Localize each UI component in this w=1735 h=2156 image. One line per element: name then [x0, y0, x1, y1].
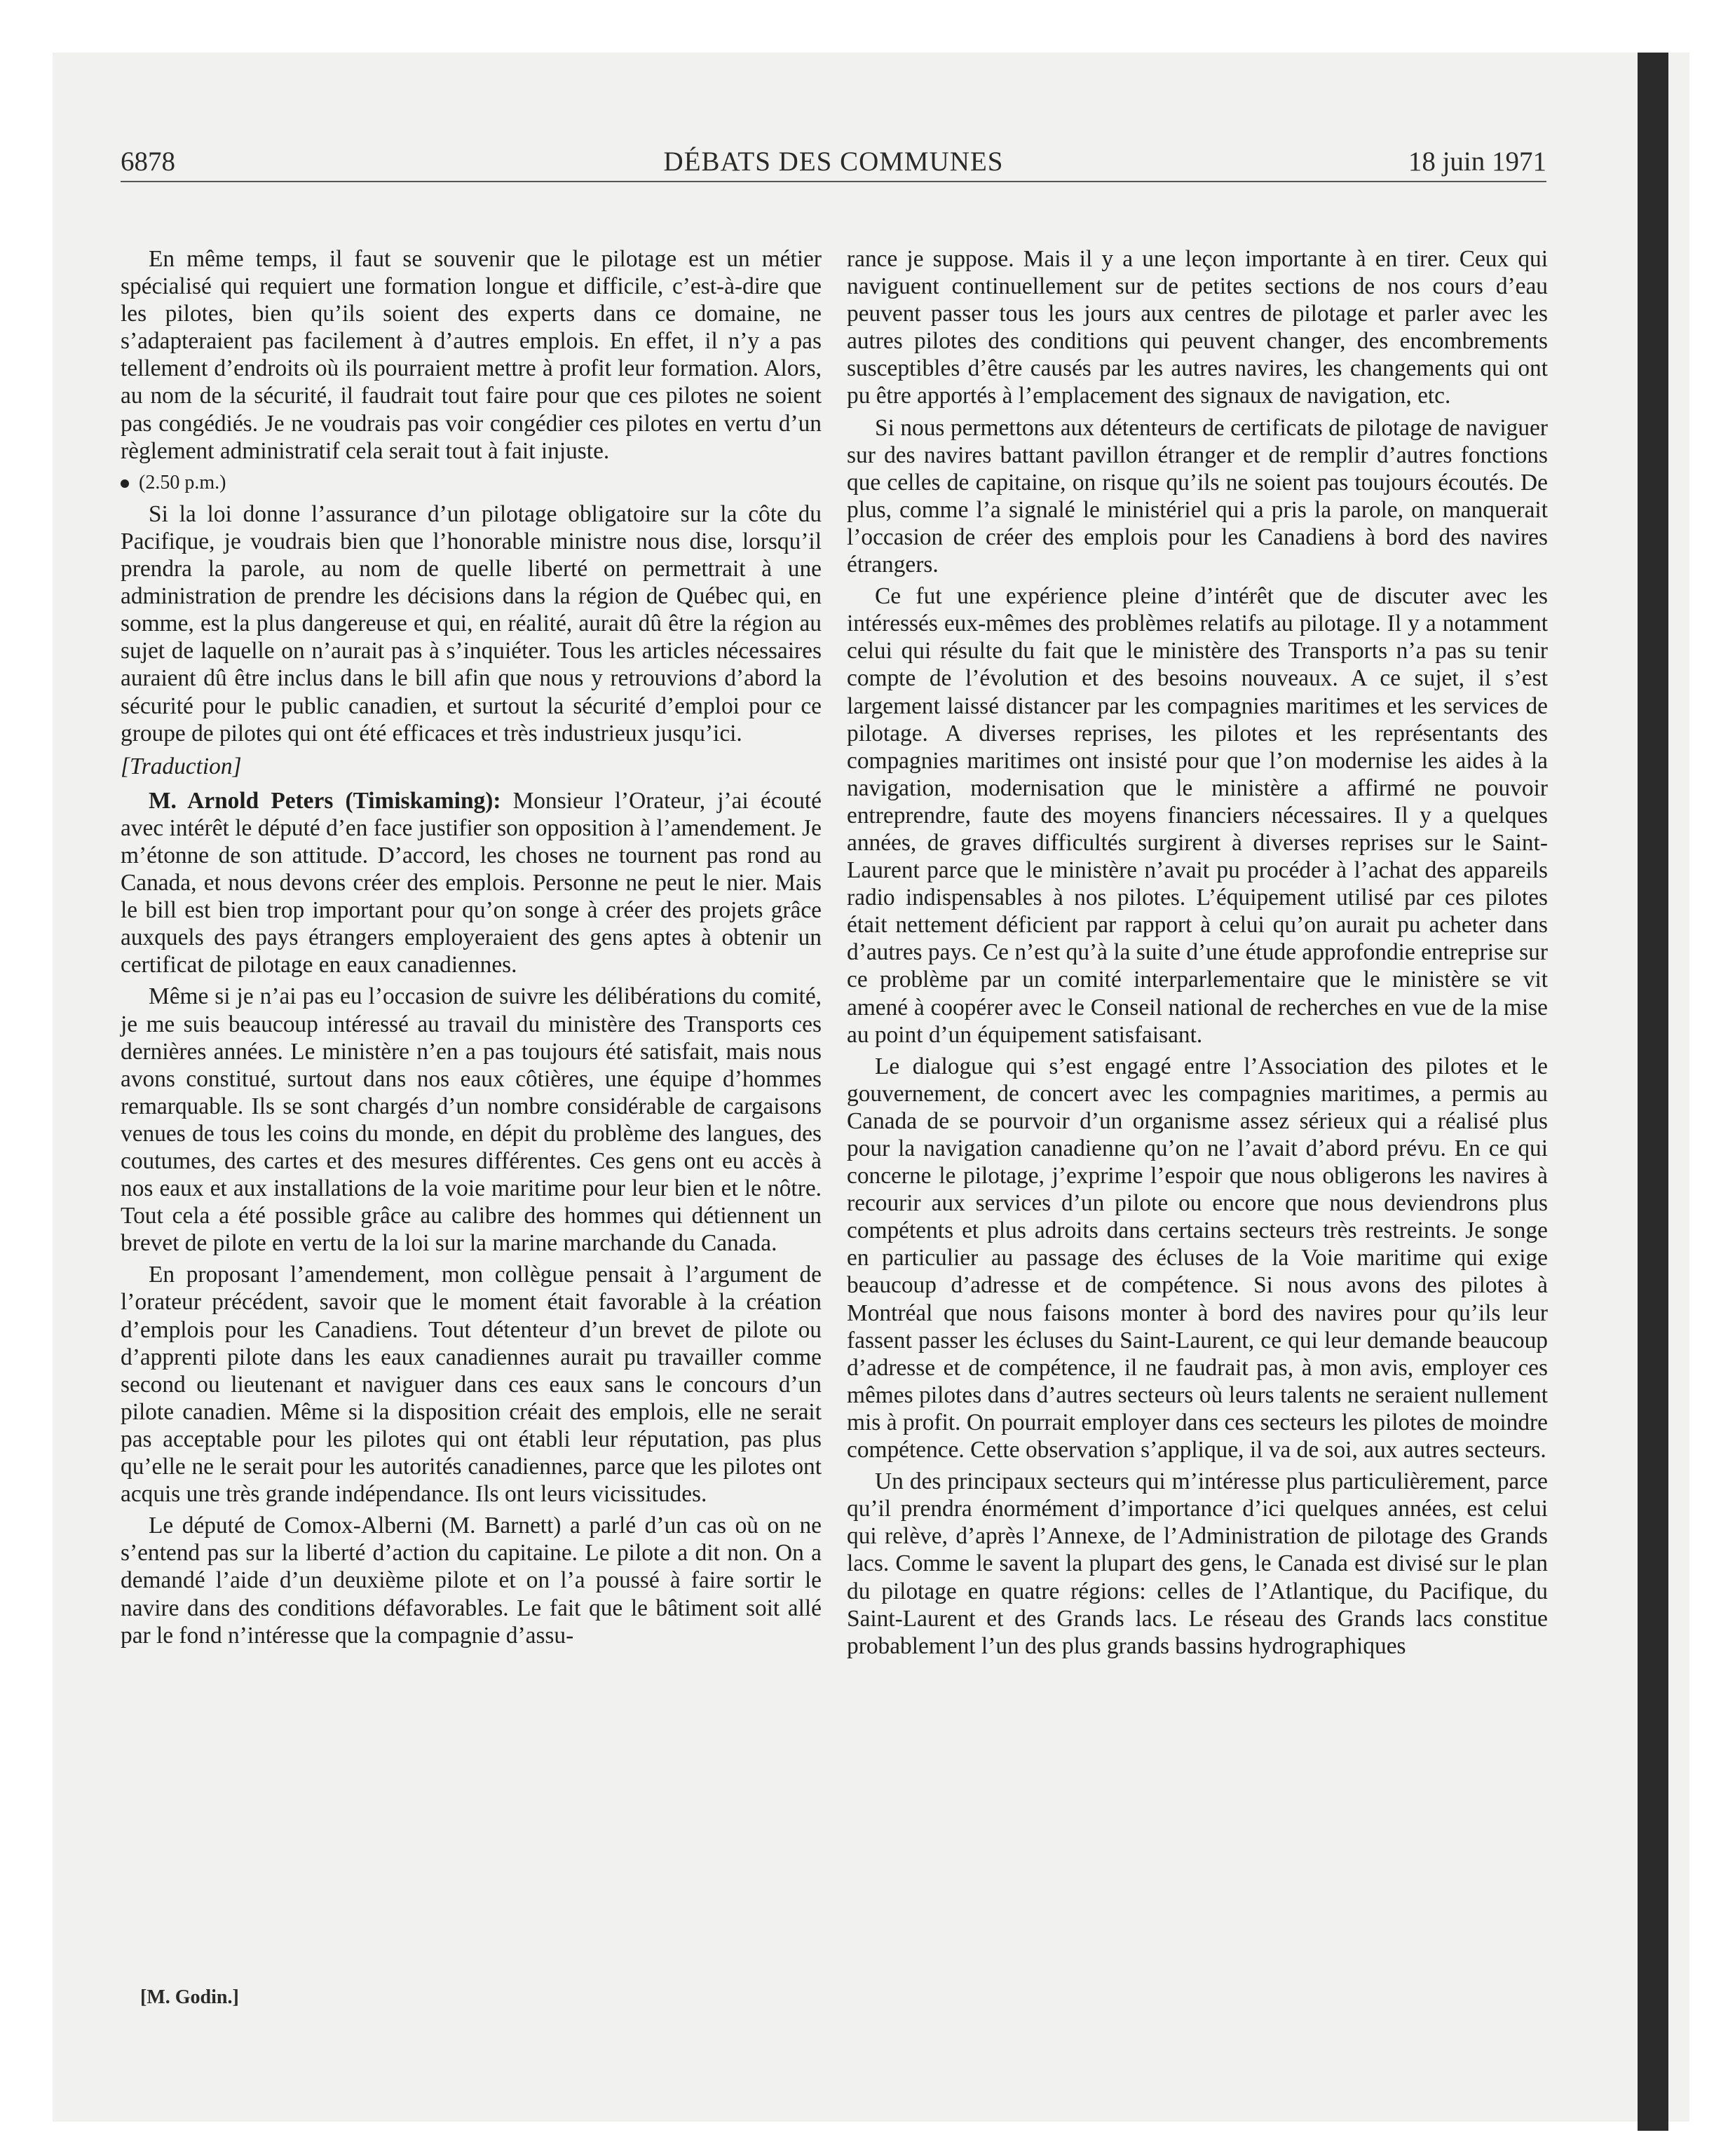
paragraph: En proposant l’amendement, mon collègue pensait à l’argument de l’orateur précédent, savoir que le moment était favorable à la création d’emplois pour les Canadiens. Tout détenteur d’un brevet de pilote ou d’apprenti pilote dans les eaux canadiennes aurait pu travailler comme second ou lieutenant et naviguer dans ces eaux sans le concours d’un pilote canadien. Même si la disposition créait des emplois, elle ne serait pas acceptable pour les pilotes qui ont établi leur réputation, pas plus qu’elle ne le serait pour les autorités canadiennes, parce que les pilotes ont acquis une très grande indépendance. Ils ont leurs vicissitudes. — [121, 1262, 822, 1508]
binding-edge — [1638, 53, 1668, 2131]
page-number: 6878 — [121, 146, 175, 177]
speaker-paragraph — [121, 787, 822, 979]
publication-title: DÉBATS DES COMMUNES — [663, 146, 1004, 177]
time-marker-text: (2.50 p.m.) — [139, 471, 226, 493]
speaker-name: M. Arnold Peters (Timiskaming): — [149, 787, 501, 814]
bullet-icon — [121, 479, 129, 488]
page-date: 18 juin 1971 — [1408, 146, 1546, 177]
paragraph: Même si je n’ai pas eu l’occasion de suivre les délibérations du comité, je me suis beaucoup intéressé au travail du ministère des Transports ces dernières années. Le ministère n’en a pas toujours été satisfait, mais nous avons constitué, surtout dans nos eaux côtières, une équipe d’hommes remarquable. Ils se sont chargés d’un nombre considérable de cargaisons venues de tous les coins du monde, en dépit du problème des langues, des coutumes, des cartes et des mesures différentes. Ces gens ont eu accès à nos eaux et aux installations de la voie maritime pour leur bien et le nôtre. Tout cela a été possible grâce au calibre des hommes qui détiennent un brevet de pilote en vertu de la loi sur la marine marchande du Canada. — [121, 983, 822, 1257]
paragraph: Le député de Comox-Alberni (M. Barnett) a parlé d’un cas où on ne s’entend pas sur la liberté d’action du capitaine. Le pilote a dit non. On a demandé l’aide d’un deuxième pilote et on l’a poussé à faire sortir le navire dans des conditions défavorables. Le fait que le bâtiment soit allé par le fond n’intéresse que la compagnie d’assu- — [121, 1513, 822, 1649]
paragraph: En même temps, il faut se souvenir que le pilotage est un métier spécialisé qui requiert une formation longue et difficile, c’est-à-dire que les pilotes, bien qu’ils soient des experts dans ce domaine, ne s’adapteraient pas facilement à d’autres emplois. En effet, il n’y a pas tellement d’endroits où ils pourraient mettre à profit leur formation. Alors, au nom de la sécurité, il faudrait tout faire pour que ces pilotes ne soient pas congédiés. Je ne voudrais pas voir congédier ces pilotes en vertu d’un règlement administratif cela serait tout à fait injuste. — [121, 246, 822, 464]
paragraph: Si nous permettons aux détenteurs de certificats de pilotage de naviguer sur des navires battant pavillon étranger et de remplir d’autres fonctions que celles de capitaine, on risque qu’ils ne soient pas toujours écoutés. De plus, comme l’a signalé le ministériel qui a pris la parole, on manquerait l’occasion de créer des emplois pour les Canadiens à bord des navires étrangers. — [847, 414, 1548, 578]
paragraph: Si la loi donne l’assurance d’un pilotage obligatoire sur la côte du Pacifique, je voudrais bien que l’honorable ministre nous dise, lorsqu’il prendra la parole, au nom de quelle liberté on permettrait à une administration de prendre les décisions dans la région de Québec qui, en somme, est la plus dangereuse et qui, en réalité, aurait dû être la région au sujet de laquelle on n’aurait pas à s’inquiéter. Tous les articles nécessaires auraient dû être inclus dans le bill afin que nous y retrouvions d’abord la sécurité pour le public canadien, et surtout la sécurité d’emploi pour ce groupe de pilotes qui ont été efficaces et très industrieux jusqu’ici. — [121, 500, 822, 746]
page-header — [121, 146, 1546, 182]
paragraph-continuation: rance je suppose. Mais il y a une leçon importante à en tirer. Ceux qui naviguent continuellement sur de petites sections de nos cours d’eau peuvent passer tous les jours aux centres de pilotage et parler avec les autres pilotes des conditions qui peuvent changer, des encombrements susceptibles d’être causés par les autres navires, les changements qui ont pu être apportés à l’emplacement des signaux de navigation, etc. — [847, 246, 1548, 409]
left-column — [121, 245, 822, 1653]
time-marker — [121, 469, 822, 496]
paragraph: Un des principaux secteurs qui m’intéresse plus particulièrement, parce qu’il prendra énormément d’importance d’ici quelques années, est celui qui relève, d’après l’Annexe, de l’Administration de pilotage des Grands lacs. Comme le savent la plupart des gens, le Canada est divisé sur le plan du pilotage en quatre régions: celles de l’Atlantique, du Pacifique, du Saint-Laurent et des Grands lacs. Le réseau des Grands lacs constitue probablement l’un des plus grands bassins hydrographiques — [847, 1468, 1548, 1659]
translation-label: [Traduction] — [121, 753, 242, 779]
right-column — [847, 245, 1548, 1664]
speaker-footer-tag: [M. Godin.] — [140, 1986, 239, 2008]
paragraph-text: Monsieur l’Orateur, j’ai écouté avec intérêt le député d’en face justifier son opposition à l’amendement. Je m’étonne de son attitude. D’accord, les choses ne tournent pas rond au Canada, et nous devons créer des emplois. Personne ne peut le nier. Mais le bill est bien trop important pour qu’on songe à créer des projets grâce auxquels des pays étrangers employeraient des gens aptes à obtenir un certificat de pilotage en eaux canadiennes. — [121, 787, 822, 978]
paragraph: Le dialogue qui s’est engagé entre l’Association des pilotes et le gouvernement, de concert avec les compagnies maritimes, a permis au Canada de se pourvoir d’un organisme assez sérieux qui a réalisé plus pour la navigation canadienne qu’on ne l’avait d’abord prévu. En ce qui concerne le pilotage, j’exprime l’espoir que nous obligerons les navires à recourir aux services d’un pilote ou encore que nous deviendrons plus compétents et plus adroits dans certains secteurs très restreints. Je songe en particulier au passage des écluses de la Voie maritime qui exige beaucoup d’adresse et de compétence. Si nous avons des pilotes à Montréal que nous faisons monter à bord des navires pour qu’ils leur fassent passer les écluses du Saint-Laurent, ce qui leur demande beaucoup d’adresse et de compétence, il ne faudrait pas, à mon avis, employer ces mêmes pilotes dans d’autres secteurs où leurs talents ne seraient nullement mis à profit. On pourrait employer dans ces secteurs les pilotes de moindre compétence. Cette observation s’applique, il va de soi, aux autres secteurs. — [847, 1053, 1548, 1464]
paragraph: Ce fut une expérience pleine d’intérêt que de discuter avec les intéressés eux-mêmes des problèmes relatifs au pilotage. Il y a notamment celui qui résulte du fait que le ministère des Transports n’a pas su tenir compte de l’évolution et des besoins nouveaux. A ce sujet, il s’est largement laissé distancer par les compagnies maritimes et les services de pilotage. A diverses reprises, les pilotes et les représentants des compagnies maritimes ont insisté pour que l’on modernise les aides à la navigation, modernisation que le ministère a affirmé ne pouvoir entreprendre, faute des moyens financiers nécessaires. Il y a quelques années, de graves difficultés surgirent à diverses reprises sur le Saint-Laurent parce que le ministère n’avait pu procéder à l’achat des appareils radio indispensables à nos pilotes. L’équipement utilisé par ces pilotes était nettement déficient par rapport à celui qu’on aurait pu acheter dans d’autres pays. Ce n’est qu’à la suite d’une étude approfondie entreprise sur ce problème par un comité interparlementaire que le ministère se vit amené à coopérer avec le Conseil national de recherches en vue de la mise au point d’un équipement satisfaisant. — [847, 583, 1548, 1048]
